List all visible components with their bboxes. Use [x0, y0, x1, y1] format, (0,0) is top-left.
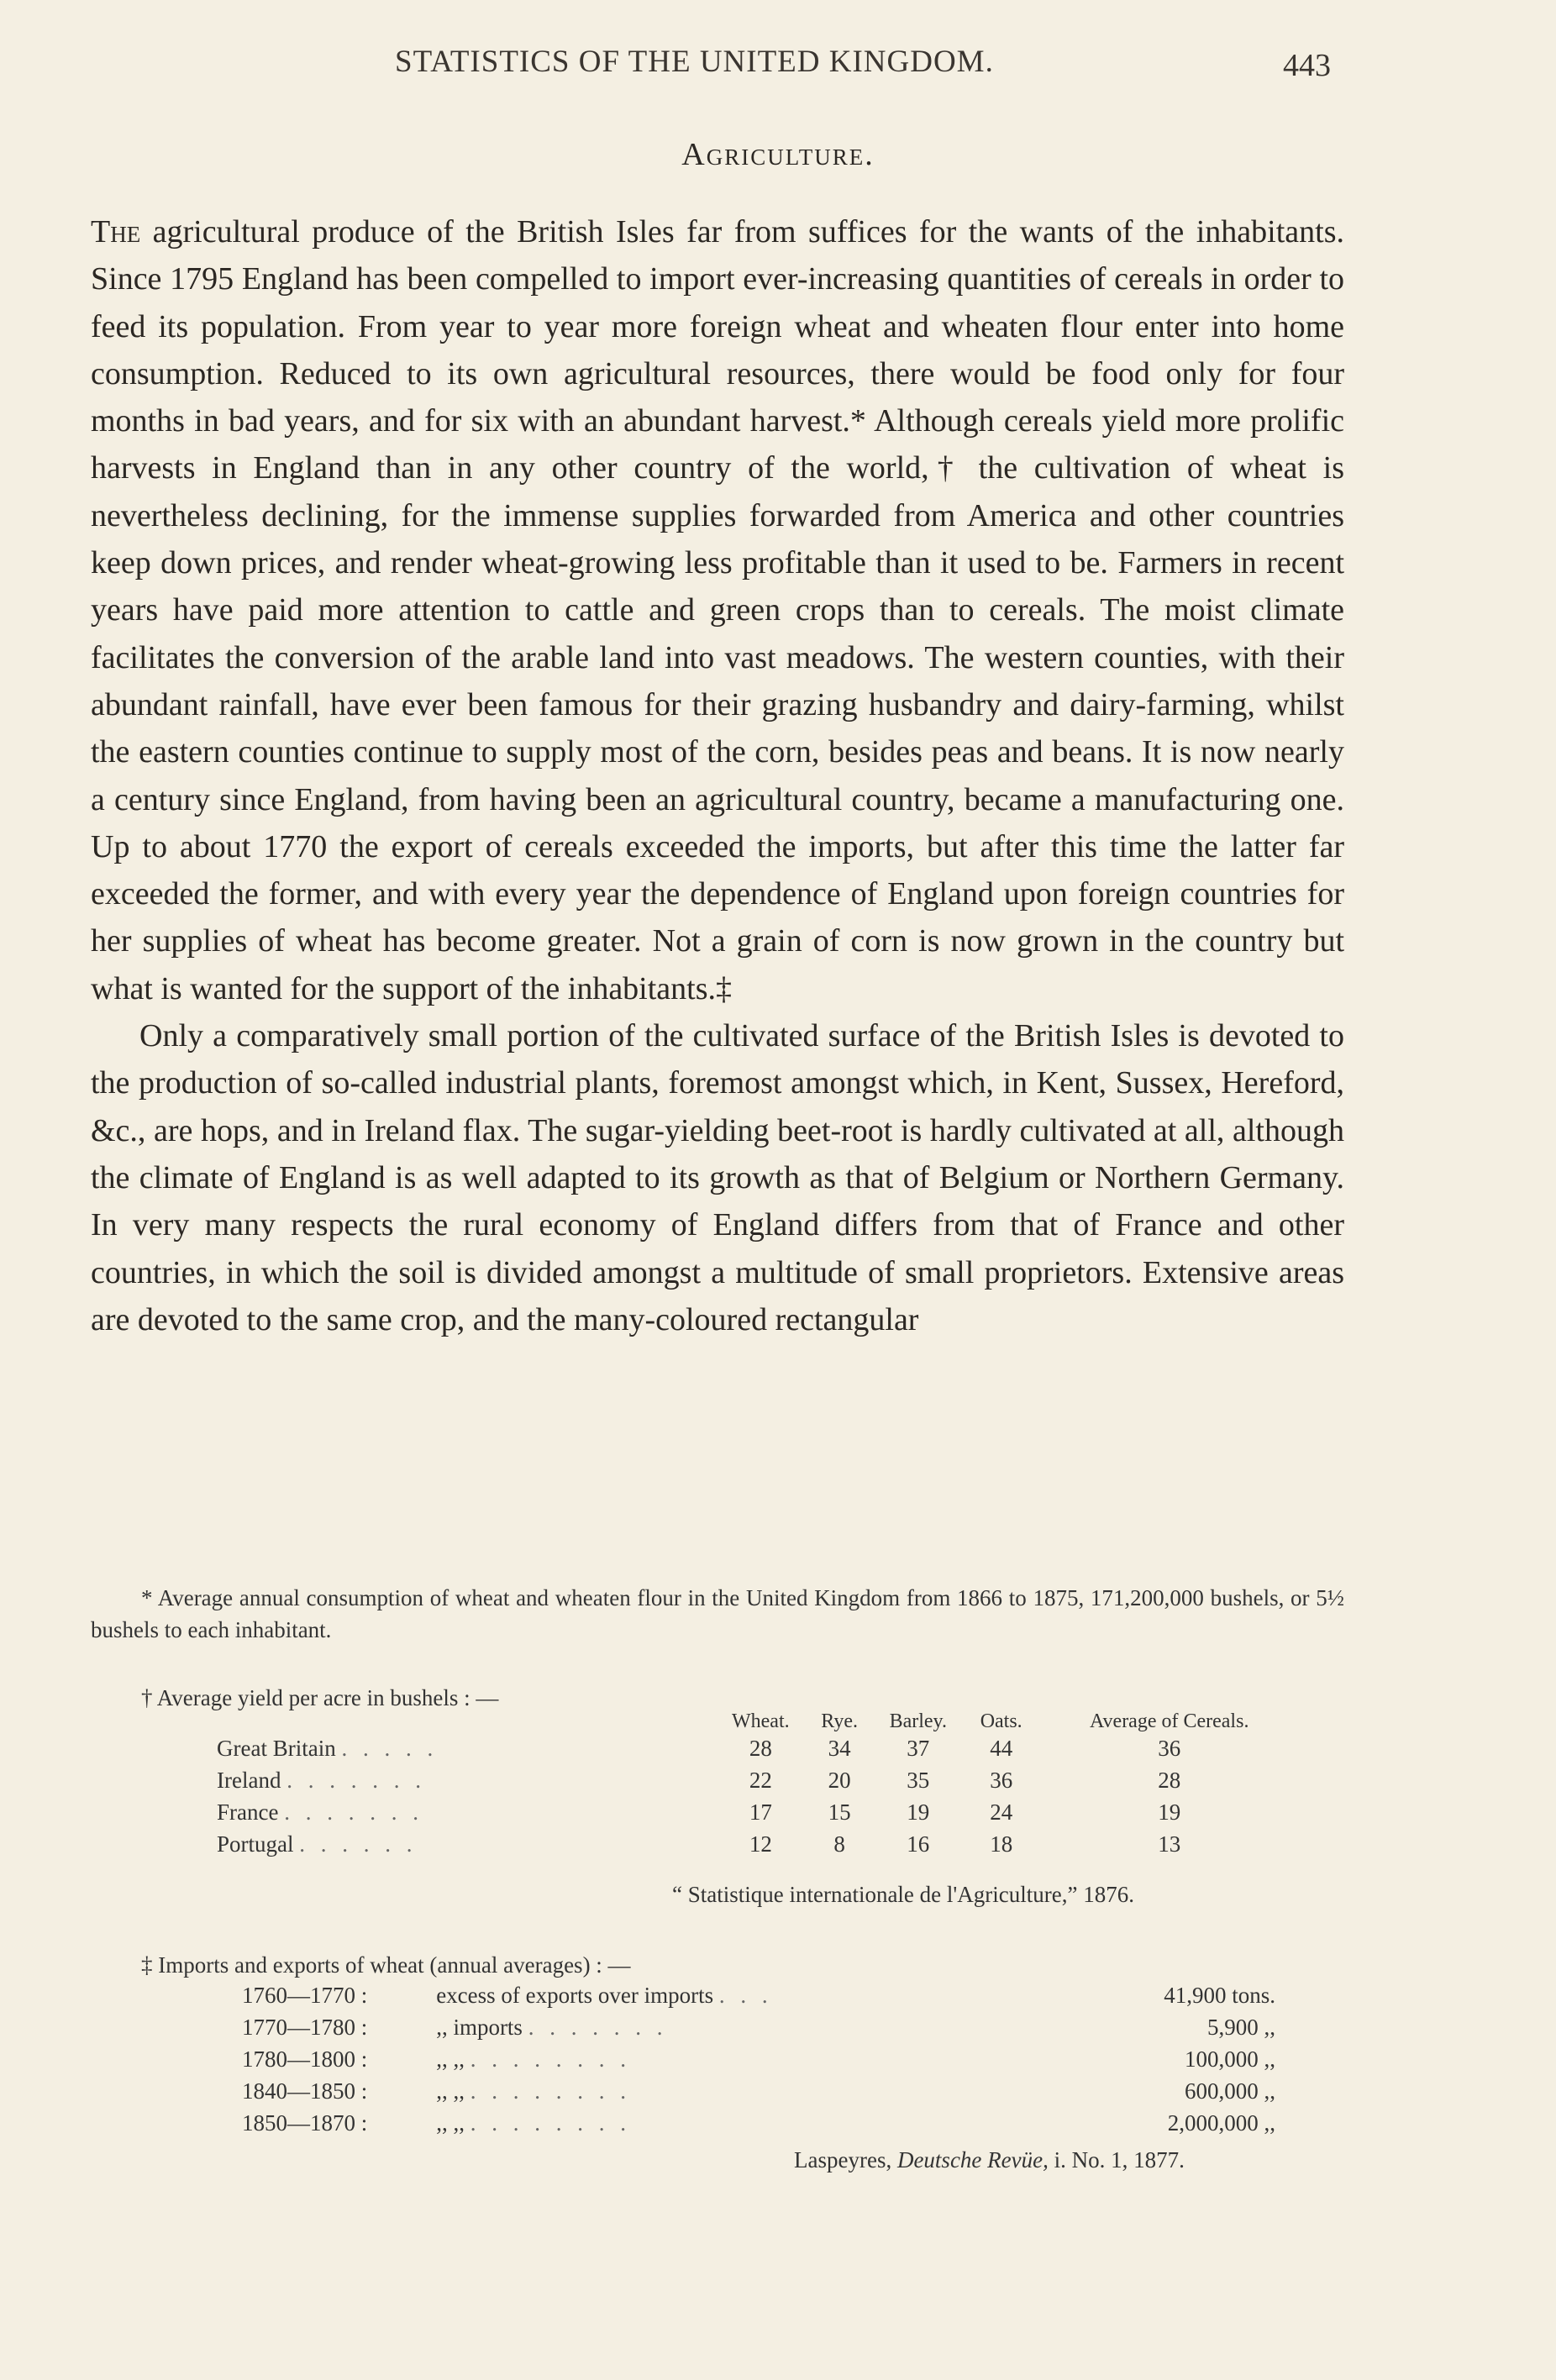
paragraph-2: Only a comparatively small portion of the cultivated surface of the British Isles is devoted to the production of so-called industrial plants, foremost amongst which, in Kent, Sussex, Hereford, &c., are hops, and in Ireland flax. The sugar-yielding beet-root is hardly cultivated at all, although the climate of England is as well adapted to its growth as that of Belgium or Northern Germany. In very many respects the rural economy of England differs from that of France and other countries, in which the soil is divided amongst a multitude of small proprietors. Extensive areas are devoted to the same crop, and the many-coloured rectangular [91, 1018, 1344, 1337]
table-cell: 34 [828, 1736, 851, 1761]
table-cell: 12 [749, 1831, 772, 1857]
table-cell: 19 [907, 1799, 930, 1825]
description-cell: ,, ,, . . . . . . . . [436, 2078, 631, 2104]
yield-table-header-oats: Oats. [980, 1710, 1022, 1732]
description-cell: excess of exports over imports . . . [436, 1983, 773, 2008]
table-cell: 22 [749, 1768, 772, 1793]
yield-table-header-wheat: Wheat. [732, 1710, 790, 1732]
table-cell: 17 [749, 1799, 772, 1825]
yield-table-header-average: Average of Cereals. [1089, 1710, 1249, 1732]
table-cell: 24 [990, 1799, 1013, 1825]
table-row [217, 1764, 1302, 1796]
table-cell: 44 [990, 1736, 1013, 1761]
amount-cell: 100,000 ,, [1185, 2046, 1275, 2072]
description-cell: ,, ,, . . . . . . . . [436, 2110, 631, 2136]
yield-table-header-rye: Rye. [821, 1710, 858, 1732]
footnote-yield-intro: † Average yield per acre in bushels : — [141, 1685, 499, 1710]
country-cell: Ireland . . . . . . . [217, 1768, 426, 1793]
table-row [217, 1796, 1302, 1828]
table-cell: 20 [828, 1768, 851, 1793]
period-cell: 1780—1800 : [242, 2046, 368, 2072]
country-cell: Great Britain . . . . . [217, 1736, 439, 1761]
yield-table [217, 1710, 1302, 1860]
table-cell: 28 [1158, 1768, 1181, 1793]
source-details: i. No. 1, 1877. [1054, 2147, 1185, 2172]
table-row [217, 1828, 1302, 1860]
imports-table [242, 1979, 1301, 2139]
footnote-imports-source [794, 2144, 1185, 2176]
yield-table-header-country [217, 1710, 712, 1732]
period-cell: 1840—1850 : [242, 2078, 368, 2104]
footnote-yield-source: “ Statistique internationale de l'Agriculture,” 1876. [672, 1882, 1134, 1907]
table-cell: 8 [833, 1831, 845, 1857]
period-cell: 1760—1770 : [242, 1983, 368, 2008]
amount-cell: 2,000,000 ,, [1167, 2110, 1275, 2136]
description-cell: ,, ,, . . . . . . . . [436, 2046, 631, 2072]
source-title: Deutsche Revüe, [896, 2147, 1049, 2172]
paragraph-1-text: agricultural produce of the British Isles far from suffices for the wants of the inhabitants. Since 1795 England has been compelled to import ever-increasing quantities of cereals in order to feed its population. From year to year more foreign wheat and wheaten flour enter into home consumption. Reduced to its own agricultural resources, there would be food only for four months in bad years, and for six with an abundant harvest.* Although cereals yield more prolific harvests in England than in any other country of the world,† the cultivation of wheat is nevertheless declining, for the immense supplies forwarded from America and other countries keep down prices, and render wheat-growing less profitable than it used to be. Farmers in recent years have paid more attention to cattle and green crops than to cereals. The moist climate facilitates the conversion of the arable land into vast meadows. The western counties, with their abundant rainfall, have ever been famous for their grazing husbandry and dairy-farming, whilst the eastern counties continue to supply most of the corn, besides peas and beans. It is now nearly a century since England, from having been an agricultural country, became a manufacturing one. Up to about 1770 the export of cereals exceeded the imports, but after this time the latter far exceeded the former, and with every year the dependence of England upon foreign countries for her supplies of wheat has become greater. Not a grain of corn is now grown in the country but what is wanted for the support of the inhabitants.‡ [91, 214, 1344, 1006]
paragraph-1 [91, 208, 1344, 1012]
footnote-consumption: * Average annual consumption of wheat and wheaten flour in the United Kingdom from 1866 to 1875, 171,200,000 bushels, or 5½ bushels to each inhabitant. [91, 1585, 1344, 1642]
running-head: STATISTICS OF THE UNITED KINGDOM. [395, 45, 994, 79]
table-row [242, 2075, 1301, 2107]
page-number: 443 [1283, 48, 1331, 83]
country-cell: Portugal . . . . . . [217, 1831, 418, 1857]
table-cell: 28 [749, 1736, 772, 1761]
table-row [242, 2107, 1301, 2139]
table-row [242, 2043, 1301, 2075]
table-cell: 19 [1158, 1799, 1181, 1825]
table-cell: 15 [828, 1799, 851, 1825]
period-cell: 1770—1780 : [242, 2015, 368, 2040]
amount-cell: 41,900 tons. [1164, 1983, 1275, 2008]
country-cell: France . . . . . . . [217, 1799, 423, 1825]
section-title: Agriculture. [681, 137, 875, 172]
period-cell: 1850—1870 : [242, 2110, 368, 2136]
table-row [242, 1979, 1301, 2011]
description-cell: ,, imports . . . . . . . [436, 2015, 668, 2040]
table-cell: 13 [1158, 1831, 1181, 1857]
table-cell: 37 [907, 1736, 930, 1761]
body-text [91, 208, 1344, 1343]
amount-cell: 600,000 ,, [1185, 2078, 1275, 2104]
table-cell: 18 [990, 1831, 1013, 1857]
paragraph-lead-word: The [91, 214, 141, 250]
table-cell: 16 [907, 1831, 930, 1857]
table-cell: 35 [907, 1768, 930, 1793]
table-cell: 36 [1158, 1736, 1181, 1761]
table-row [242, 2011, 1301, 2043]
table-row [217, 1732, 1302, 1764]
yield-table-header-barley: Barley. [889, 1710, 947, 1732]
footnote-imports-intro: ‡ Imports and exports of wheat (annual averages) : — [141, 1952, 631, 1978]
amount-cell: 5,900 ,, [1207, 2015, 1275, 2040]
source-author: Laspeyres, [794, 2147, 892, 2172]
yield-table-header-row [217, 1710, 1302, 1732]
table-cell: 36 [990, 1768, 1013, 1793]
